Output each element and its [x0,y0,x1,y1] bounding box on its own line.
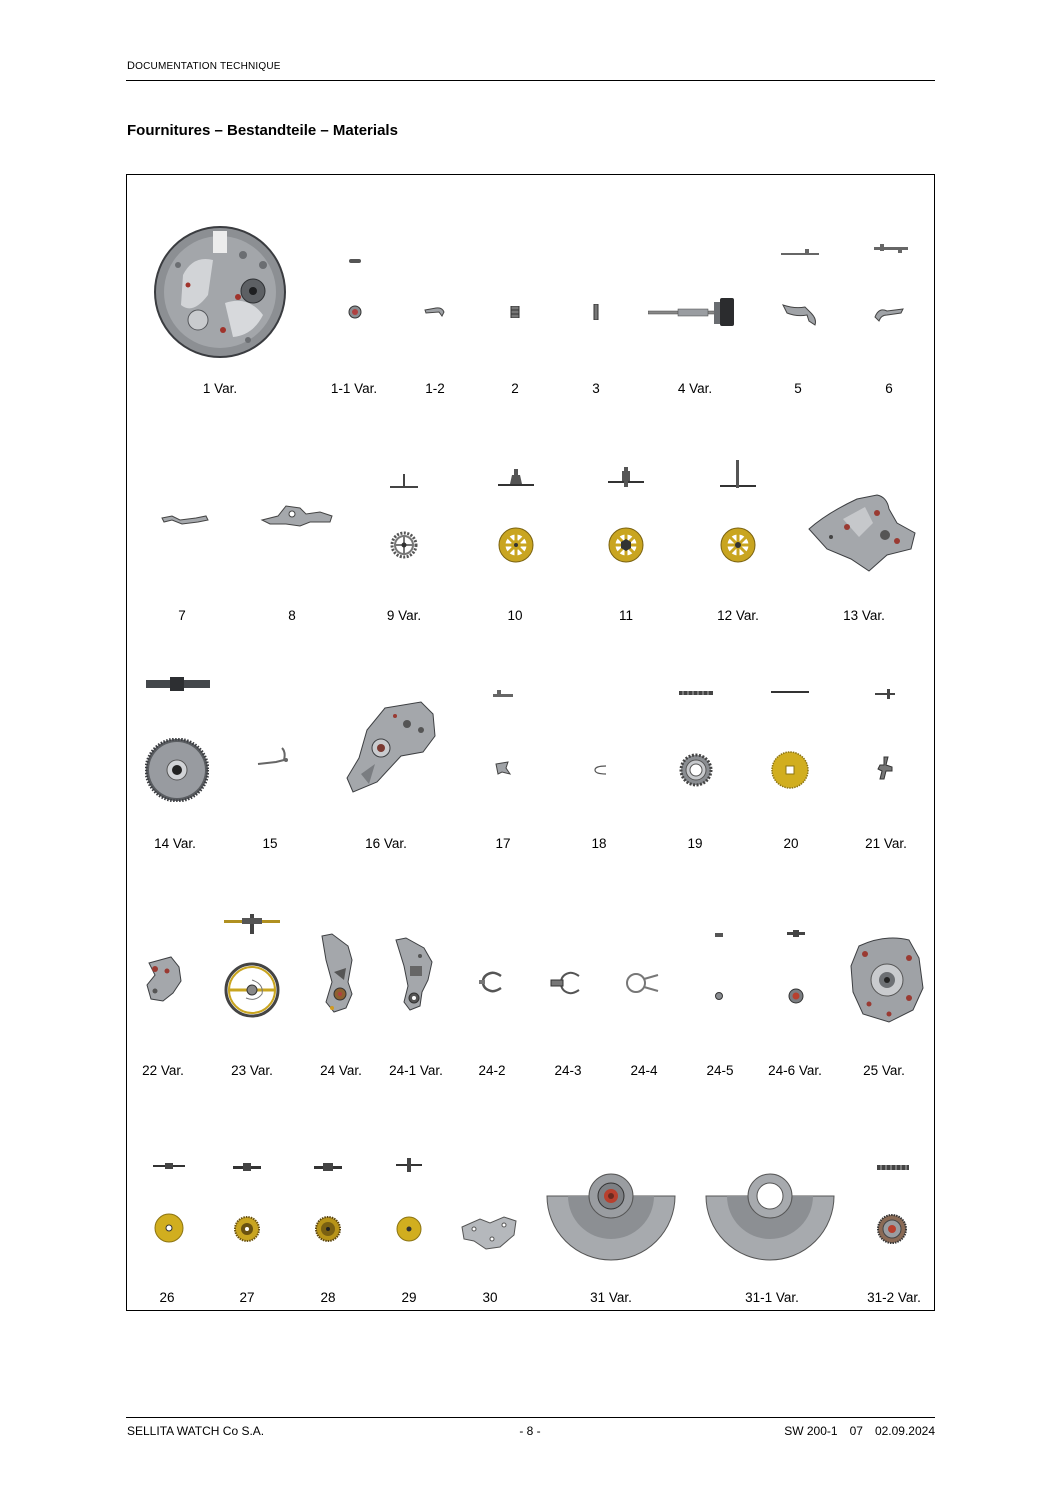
part-25-bridge-icon [849,932,925,1024]
label-item: 26 [159,1290,175,1305]
part-27-wheel-icon-side [233,1162,261,1172]
label-item: 24-4 [630,1063,658,1078]
label-item: 8 [288,608,296,623]
label-item: 24-3 [554,1063,582,1078]
part-14-barrel-icon [145,738,209,802]
header-initial: D [127,60,136,72]
part-22-bridge-icon [145,955,185,1005]
part-2-screw-icon [510,306,520,318]
part-31-2-wheel-icon [877,1214,907,1244]
label-item: 11 [618,608,634,623]
footer-doc: SW 200-1 [784,1424,838,1438]
label-item: 20 [783,836,799,851]
part-24-6-jewel-icon-side [787,930,805,938]
part-20-wheel-icon-side [771,689,809,695]
label-item: 12 Var. [717,608,759,623]
label-item: 17 [495,836,511,851]
label-item: 23 Var. [231,1063,273,1078]
label-item: 16 Var. [365,836,407,851]
label-item: 5 [794,381,802,396]
part-5-lever-icon [781,301,821,327]
part-23-balance-wheel-icon [224,962,280,1018]
part-24-2-clip-icon [479,971,505,993]
part-17-lever-icon-side [493,690,513,700]
label-item: 1-1 Var. [330,381,378,396]
label-item: 24-2 [478,1063,506,1078]
part-28-wheel-icon-side [314,1162,342,1172]
footer-rev: 07 [849,1424,863,1438]
part-13-bridge-icon [807,493,917,573]
part-31-1-rotor-icon [705,1170,835,1270]
label-item: 31 Var. [590,1290,632,1305]
part-19-crown-wheel-icon-side [679,689,713,697]
part-31-rotor-icon [546,1170,676,1270]
part-3-pin-icon [593,304,599,320]
label-item: 1-2 [425,381,445,396]
part-24-3-clip-icon [549,971,583,995]
part-12-wheel-icon-side [720,460,756,490]
part-11-wheel-icon-side [608,467,644,487]
label-item: 30 [482,1290,498,1305]
label-item: 15 [262,836,278,851]
part-17-lever-icon [494,760,512,776]
part-26-wheel-icon-side [153,1162,185,1170]
part-24-5-screw-icon-side [714,932,724,938]
part-1-mainplate-icon [153,225,287,359]
part-6-lever-icon [873,303,905,323]
label-item: 24-5 [706,1063,734,1078]
part-24-6-jewel-icon [787,987,805,1005]
label-item: 14 Var. [154,836,196,851]
label-item: 31-2 Var. [867,1290,921,1305]
part-1-1-jewel-icon [349,258,361,264]
part-6-lever-icon-side [874,244,908,254]
label-item: 29 [401,1290,417,1305]
label-item: 27 [239,1290,255,1305]
part-16-bridge-icon [345,700,440,795]
part-26-wheel-icon [154,1213,184,1243]
part-15-spring-icon [256,744,292,768]
label-item: 6 [885,381,893,396]
part-23-balance-wheel-icon-side [224,914,280,934]
part-27-wheel-icon [234,1216,260,1242]
document-header [127,60,281,72]
part-18-spring-icon [593,764,607,776]
part-7-spring-icon [160,510,210,528]
part-21-lever-icon [876,755,894,781]
label-item: 28 [320,1290,336,1305]
label-item: 22 Var. [142,1063,184,1078]
part-28-wheel-icon [315,1216,341,1242]
part-8-lever-icon [260,502,336,532]
part-24-4-clip-icon [624,971,662,995]
footer-doc-info [772,1424,935,1438]
part-5-lever-icon-side [781,248,819,258]
part-20-wheel-icon [771,751,809,789]
label-item: 13 Var. [843,608,885,623]
label-item: 4 Var. [677,381,713,396]
footer-company: SELLITA WATCH Co S.A. [127,1424,265,1438]
part-12-wheel-icon [720,527,756,563]
part-14-barrel-icon-side [146,677,210,691]
label-item: 1 Var. [202,381,238,396]
label-item: 25 Var. [863,1063,905,1078]
part-10-wheel-icon-side [498,469,534,489]
label-item: 9 Var. [386,608,422,623]
part-10-wheel-icon [498,527,534,563]
part-9-escape-wheel-icon-side [390,474,418,490]
label-item: 31-1 Var. [745,1290,799,1305]
label-item: 10 [507,608,523,623]
page-title: Fournitures – Bestandteile – Materials [127,122,398,139]
part-4-winding-stem-icon [648,297,738,327]
label-item: 24 Var. [320,1063,362,1078]
label-item: 21 Var. [865,836,907,851]
label-item: 7 [178,608,186,623]
part-24-1-balance-bridge-icon [392,936,438,1012]
part-29-wheel-icon-side [396,1158,422,1172]
part-24-balance-bridge-icon [318,932,360,1016]
part-30-bridge-icon [460,1213,520,1251]
part-24-5-screw-icon [714,991,724,1001]
part-31-2-wheel-icon-side [877,1162,909,1172]
header-text: OCUMENTATION TECHNIQUE [135,61,281,72]
header-rule [126,80,935,81]
label-item: 18 [591,836,607,851]
label-item: 24-1 Var. [389,1063,443,1078]
part-29-wheel-icon [396,1216,422,1242]
part-21-lever-icon-side [875,689,895,699]
part-19-crown-wheel-icon [679,753,713,787]
label-item: 2 [511,381,519,396]
part-1-1-jewel-icon-top [348,305,362,319]
footer-page-number: - 8 - [519,1424,541,1438]
part-9-escape-wheel-icon [390,531,418,559]
footer-date: 02.09.2024 [874,1424,935,1438]
footer-rule [126,1417,935,1418]
label-item: 3 [592,381,600,396]
label-item: 19 [687,836,703,851]
part-11-wheel-icon [608,527,644,563]
part-1-2-lever-icon [424,304,446,318]
label-item: 24-6 Var. [768,1063,822,1078]
